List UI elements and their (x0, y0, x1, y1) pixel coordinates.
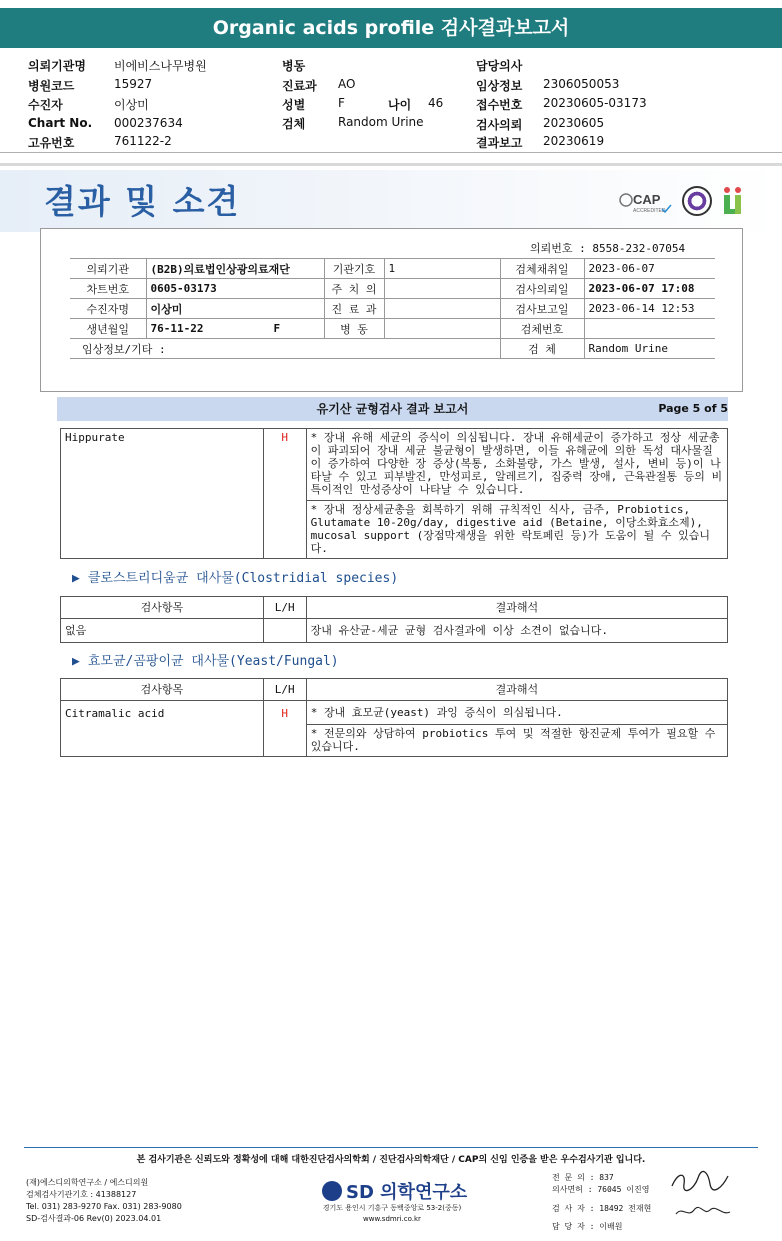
footer-line: SD-검사결과-06 Rev(0) 2023.04.01 (26, 1214, 162, 1223)
cap-logo (618, 190, 674, 216)
triangle-icon: ▶ (72, 571, 80, 586)
header-value: Random Urine (338, 115, 424, 129)
header-label: 나이 (388, 98, 412, 112)
header-label: 임상정보 (476, 79, 523, 93)
header-label: 담당의사 (476, 59, 523, 73)
table-row (70, 299, 715, 319)
info-value (146, 319, 324, 339)
table-row (61, 429, 728, 501)
license-line: 의사면허 : 76045 이진영 (552, 1185, 650, 1194)
request-number-label: 의뢰번호 (530, 242, 573, 255)
flag-high: H (263, 701, 306, 757)
fungal-heading (72, 650, 339, 669)
sd-brand-logo (322, 1178, 467, 1204)
column-header: L/H (263, 679, 306, 701)
divider (0, 163, 782, 166)
seal-logo (682, 186, 712, 216)
info-key: 주 치 의 (324, 279, 384, 299)
cap-logo-sub: ACCREDITED (633, 208, 666, 214)
manager-line: 담 당 자 : 이배원 (552, 1222, 623, 1231)
header-label: 병동 (282, 59, 306, 73)
section-title: 결과 및 소견 (44, 182, 241, 221)
header-value: 20230605 (543, 116, 605, 130)
hippurate-table (60, 428, 728, 559)
info-value (584, 319, 715, 339)
header-label: 접수번호 (476, 98, 523, 112)
report-bar (57, 397, 728, 421)
table-row (70, 319, 715, 339)
request-number-value: 8558-232-07054 (592, 242, 686, 255)
column-header: 결과해석 (306, 597, 727, 619)
sd-brand-text: SD 의학연구소 (346, 1182, 468, 1203)
info-value: Random Urine (584, 339, 715, 359)
header-value: 15927 (114, 77, 153, 91)
clostridial-heading-text: 클로스트리디움균 대사물(Clostridial species) (87, 571, 399, 586)
header-value: 이상미 (114, 98, 149, 112)
page-indicator: Page 5 of 5 (658, 402, 728, 415)
table-row (70, 339, 715, 359)
flag (263, 619, 306, 643)
website: www.sdmri.co.kr (363, 1215, 421, 1223)
info-key: 검체채취일 (500, 259, 584, 279)
info-value: 0605-03173 (146, 279, 324, 299)
info-key: 검체번호 (500, 319, 584, 339)
header-value: 20230605-03173 (543, 96, 647, 110)
info-value (384, 279, 500, 299)
result-note: * 장내 정상세균총을 회복하기 위해 규칙적인 식사, 금주, Probiotics, Glutamate 10-20g/day, digestive aid (Betaine, 이당소화효소제), mucosal support (장점막재생을 위한 락토페린 등)가 도움이 될 수 있습니다. (306, 501, 727, 559)
column-header: L/H (263, 597, 306, 619)
info-value: 1 (384, 259, 500, 279)
signature-image (668, 1168, 738, 1194)
request-number: 의뢰번호 : 8558-232-07054 (530, 242, 686, 255)
tester-line: 검 사 자 : 18492 전재현 (552, 1204, 652, 1213)
info-value (384, 319, 500, 339)
result-note: * 장내 효모균(yeast) 과잉 증식이 의심됩니다. (306, 701, 727, 725)
result-note: * 전문의와 상담하여 probiotics 투여 및 적절한 항진균제 투여가 필요할 수 있습니다. (306, 725, 727, 757)
header-value: 비에비스나무병원 (114, 59, 207, 73)
cap-logo-text: CAP (633, 192, 661, 207)
header-value: F (338, 96, 345, 110)
column-header: 결과해석 (306, 679, 727, 701)
table-header-row (61, 679, 728, 701)
header-label: 검체 (282, 117, 306, 131)
info-key: 검사의뢰일 (500, 279, 584, 299)
fungal-table (60, 678, 728, 757)
report-bar-title: 유기산 균형검사 결과 보고서 (316, 402, 469, 416)
sex: F (273, 322, 281, 335)
header-value: 46 (428, 96, 444, 110)
triangle-icon: ▶ (72, 654, 80, 669)
clostridial-heading (72, 567, 398, 586)
info-value: 2023-06-14 12:53 (584, 299, 715, 319)
institute-logo (718, 186, 746, 216)
info-key: 수진자명 (70, 299, 146, 319)
header-label: 수진자 (28, 98, 63, 112)
table-row (61, 619, 728, 643)
test-item: Citramalic acid (61, 701, 264, 757)
test-item: Hippurate (61, 429, 264, 559)
info-value: 2023-06-07 17:08 (584, 279, 715, 299)
footer-line: 검체검사기관기호 : 41388127 (26, 1190, 137, 1199)
footer-address (322, 1203, 462, 1225)
info-value: 이상미 (146, 299, 324, 319)
divider (0, 152, 782, 153)
footer-line: Tel. 031) 283-9270 Fax. 031) 283-9080 (26, 1202, 182, 1211)
column-header: 검사항목 (61, 597, 264, 619)
request-info-table (70, 258, 715, 359)
result-note: 장내 유산균-세균 균형 검사결과에 이상 소견이 없습니다. (306, 619, 727, 643)
specialist-line: 전 문 의 : 837 (552, 1173, 614, 1182)
info-key: 진 료 과 (324, 299, 384, 319)
info-key: 의뢰기관 (70, 259, 146, 279)
info-value: (B2B)의료법인상광의료재단 (146, 259, 324, 279)
header-label: 성별 (282, 98, 306, 112)
footer-accreditation-note: 본 검사기관은 신뢰도와 정확성에 대해 대한진단검사의학회 / 진단검사의학재단 / CAP의 신임 인증을 받은 우수검사기관 입니다. (136, 1155, 646, 1165)
info-key: 검 체 (500, 339, 584, 359)
header-label: Chart No. (28, 116, 93, 130)
table-row (70, 259, 715, 279)
header-label: 의뢰기관명 (28, 59, 86, 73)
fungal-heading-text: 효모균/곰팡이균 대사물(Yeast/Fungal) (87, 654, 339, 669)
header-label: 검사의뢰 (476, 118, 523, 132)
header-value: 000237634 (114, 116, 183, 130)
table-header-row (61, 597, 728, 619)
test-item: 없음 (61, 619, 264, 643)
info-key: 생년월일 (70, 319, 146, 339)
header-value: 2306050053 (543, 77, 620, 91)
info-key: 임상정보/기타 : (70, 339, 500, 359)
report-title: Organic acids profile 검사결과보고서 (0, 8, 782, 48)
header-label: 진료과 (282, 79, 317, 93)
column-header: 검사항목 (61, 679, 264, 701)
address-line: 경기도 용인시 기흥구 동백중앙로 53-2(중동) (322, 1204, 462, 1212)
result-note: * 장내 유해 세균의 증식이 의심됩니다. 장내 유해세균이 증가하고 정상 세균총이 파괴되어 장내 세균 불균형이 발생하면, 이들 유해균에 의한 독성 대사물질이 증가하여 다양한 장 증상(복통, 소화불량, 가스 발생, 설사, 변비 등)이 나타날 수 있고 피부발진, 만성피로, 알레르기, 집중력 장애, 근육관절통 등의 비특이적인 만성증상이 나타날 수 있습니다. (306, 429, 727, 501)
header-label: 고유번호 (28, 136, 75, 150)
signature-image (668, 1198, 738, 1224)
info-key: 차트번호 (70, 279, 146, 299)
clostridial-table (60, 596, 728, 643)
footer-institute-info (26, 1177, 182, 1225)
table-row (61, 701, 728, 725)
header-label: 병원코드 (28, 79, 75, 93)
sd-logo-icon (322, 1181, 342, 1201)
footer-divider (24, 1147, 758, 1148)
info-key: 검사보고일 (500, 299, 584, 319)
header-value: 20230619 (543, 134, 605, 148)
info-key: 병 동 (324, 319, 384, 339)
header-label: 결과보고 (476, 136, 523, 150)
header-value: AO (338, 77, 356, 91)
flag-high: H (263, 429, 306, 559)
header-value: 761122-2 (114, 134, 172, 148)
footer-line: (재)에스디의학연구소 / 에스디의원 (26, 1178, 149, 1187)
table-row (70, 279, 715, 299)
info-key: 기관기호 (324, 259, 384, 279)
info-value: 2023-06-07 (584, 259, 715, 279)
info-value (384, 299, 500, 319)
birth-date: 76-11-22 (150, 322, 204, 335)
